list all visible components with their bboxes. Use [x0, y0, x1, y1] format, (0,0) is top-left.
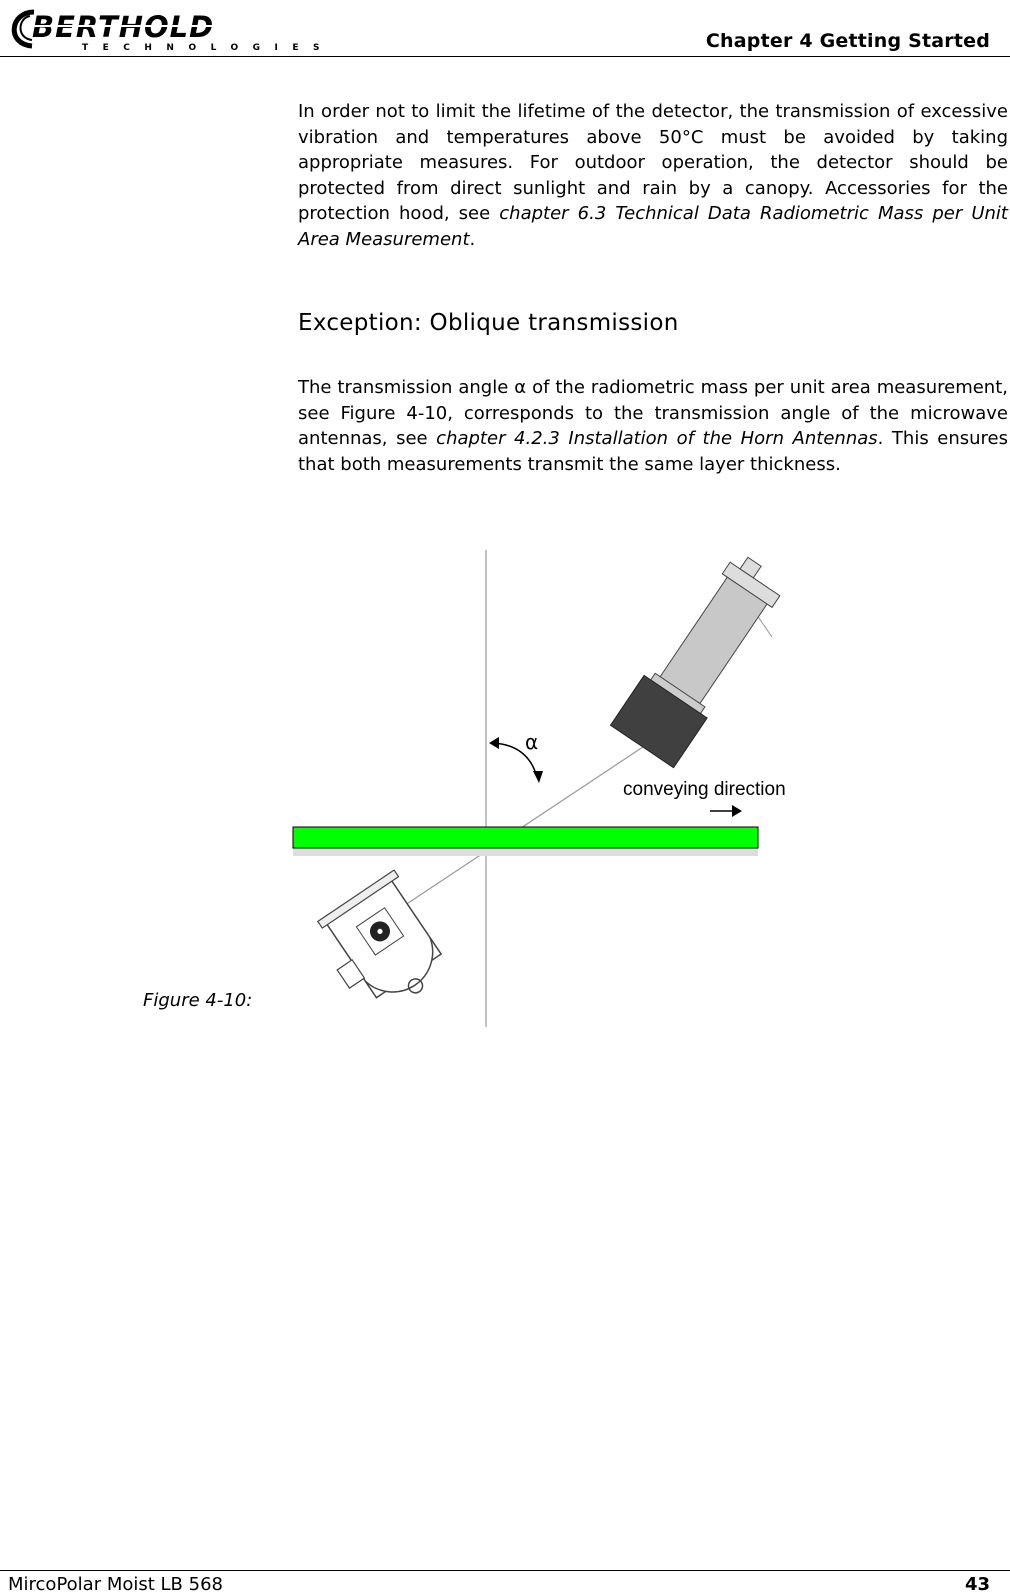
source-container — [309, 870, 459, 1023]
chapter-reference-4-2-3: chapter 4.2.3 Installation of the Horn Antennas — [436, 428, 878, 449]
header-divider — [0, 56, 1010, 57]
alpha-arrowhead-down — [533, 771, 543, 783]
alpha-arrowhead-left — [489, 737, 499, 749]
paragraph-text: In order not to limit the lifetime of the detector, the transmission of excessive vibration and temperatures above 50°C must be avoided by taking appropriate measures. For outdoor operation, the detector should be protected from direct sunlight and rain by a canopy. Accessories for the protection hood, see — [298, 101, 1008, 224]
page-number: 43 — [964, 1574, 990, 1595]
conveyor-belt — [293, 827, 758, 848]
svg-text:BERTHOLD: BERTHOLD — [32, 10, 215, 44]
paragraph-detector-lifetime — [298, 99, 1008, 252]
footer-divider — [0, 1570, 1010, 1571]
chapter-reference-6-3: chapter 6.3 Technical Data Radiometric Mass per Unit Area Measurement — [298, 203, 1008, 250]
paragraph-end: . This ensures that both measurements transmit the same layer thickness. — [298, 428, 1008, 475]
paragraph-end: . — [469, 228, 476, 250]
berthold-logo — [4, 6, 335, 53]
detector-tube — [659, 576, 768, 706]
oblique-transmission-figure — [280, 545, 820, 1035]
conveying-direction-label: conveying direction — [623, 779, 786, 800]
page-header — [0, 0, 1010, 60]
footer-product: MircoPolar Moist LB 568 — [8, 1574, 223, 1595]
section-heading: Exception: Oblique transmission — [298, 310, 679, 336]
conveying-arrowhead — [732, 805, 742, 817]
paragraph-text: The transmission angle α of the radiometric mass per unit area measurement, see Figure 4-10, corresponds to the transmission angle of the microwave antennas, see — [298, 377, 1008, 449]
alpha-label: α — [525, 730, 539, 754]
paragraph-transmission-angle — [298, 375, 1008, 477]
chapter-title: Chapter 4 Getting Started — [705, 30, 990, 52]
detector-assembly — [611, 546, 795, 768]
figure-caption: Figure 4-10: — [143, 990, 253, 1011]
svg-text:TECHNOLOGIES: TECHNOLOGIES — [82, 43, 335, 53]
